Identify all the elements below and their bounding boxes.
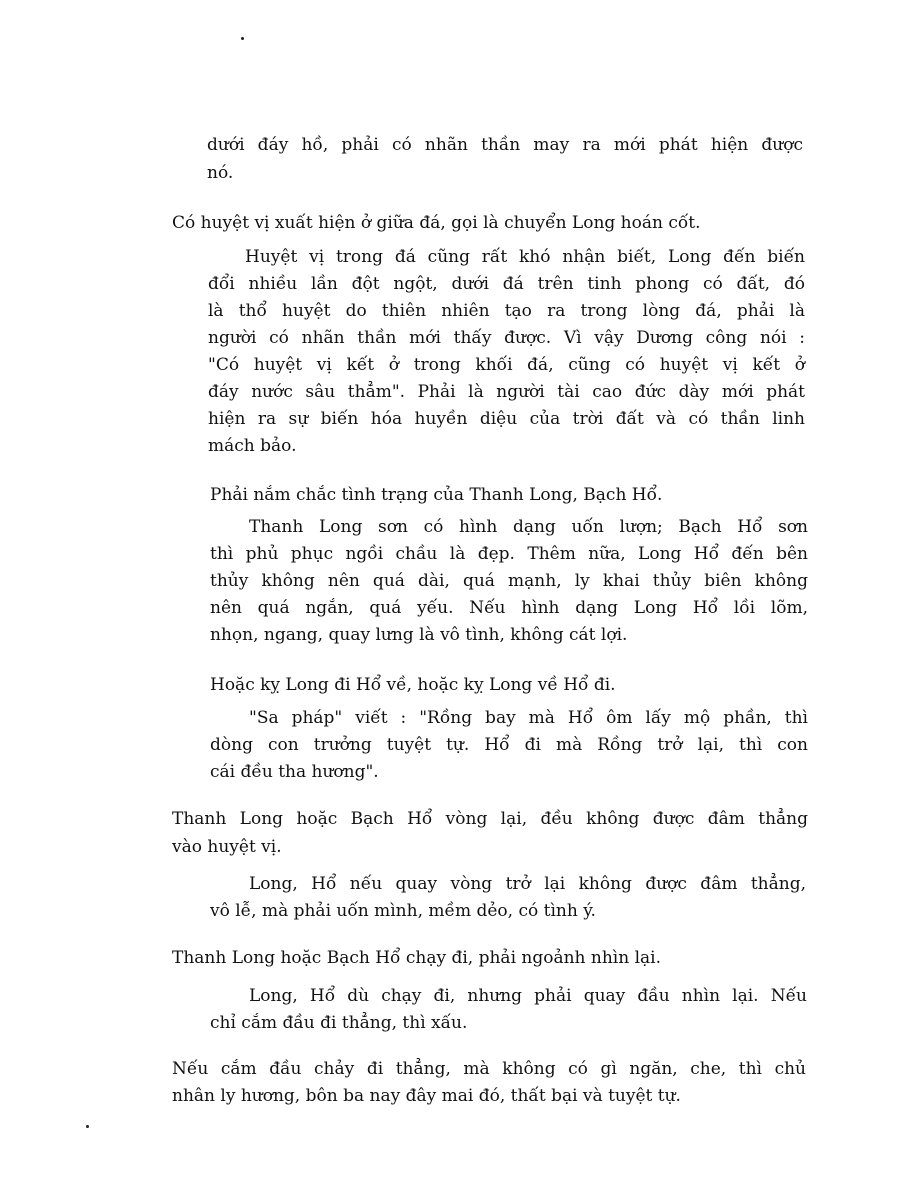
text-line: vào huyệt vị. <box>172 837 282 857</box>
scan-speck <box>241 37 244 40</box>
text-line: Phải nắm chắc tình trạng của Thanh Long, Bạch Hổ. <box>210 485 663 505</box>
text-line: đáy nước sâu thẳm". Phải là người tài cao đức dày mới phát <box>208 382 805 402</box>
text-line: nhân ly hương, bôn ba nay đây mai đó, thất bại và tuyệt tự. <box>172 1086 681 1106</box>
text-line: Thanh Long hoặc Bạch Hổ chạy đi, phải ngoảnh nhìn lại. <box>172 948 662 968</box>
text-line: vô lễ, mà phải uốn mình, mềm dẻo, có tình ý. <box>210 901 596 921</box>
text-line: người có nhãn thần mới thấy được. Vì vậy Dương công nói : <box>208 328 805 348</box>
text-line: Long, Hổ nếu quay vòng trở lại không được đâm thẳng, <box>249 874 806 894</box>
text-line: Có huyệt vị xuất hiện ở giữa đá, gọi là chuyển Long hoán cốt. <box>172 213 701 233</box>
text-line: cái đều tha hương". <box>210 762 379 782</box>
text-line: đổi nhiều lần đột ngột, dưới đá trên tinh phong có đất, đó <box>208 274 805 294</box>
text-line: Huyệt vị trong đá cũng rất khó nhận biết, Long đến biến <box>245 247 805 267</box>
text-line: chỉ cắm đầu đi thẳng, thì xấu. <box>210 1013 468 1033</box>
scan-speck <box>86 1125 89 1128</box>
text-line: Nếu cắm đầu chảy đi thẳng, mà không có gì ngăn, che, thì chủ <box>172 1059 806 1079</box>
text-line: dòng con trưởng tuyệt tự. Hổ đi mà Rồng trở lại, thì con <box>210 735 808 755</box>
text-line: mách bảo. <box>208 436 297 456</box>
text-line: nó. <box>207 163 234 183</box>
text-line: Long, Hổ dù chạy đi, nhưng phải quay đầu nhìn lại. Nếu <box>249 986 807 1006</box>
text-line: nhọn, ngang, quay lưng là vô tình, không cát lợi. <box>210 625 628 645</box>
text-line: thủy không nên quá dài, quá mạnh, ly khai thủy biên không <box>210 571 808 591</box>
text-line: "Sa pháp" viết : "Rồng bay mà Hổ ôm lấy mộ phần, thì <box>249 708 808 728</box>
text-line: Hoặc kỵ Long đi Hổ về, hoặc kỵ Long về Hổ đi. <box>210 675 616 695</box>
text-line: nên quá ngắn, quá yếu. Nếu hình dạng Long Hổ lồi lõm, <box>210 598 808 618</box>
text-line: hiện ra sự biến hóa huyền diệu của trời đất và có thần linh <box>208 409 805 429</box>
text-line: "Có huyệt vị kết ở trong khối đá, cũng có huyệt vị kết ở <box>208 355 805 375</box>
text-line: dưới đáy hồ, phải có nhãn thần may ra mới phát hiện được <box>207 135 803 155</box>
text-line: là thổ huyệt do thiên nhiên tạo ra trong lòng đá, phải là <box>208 301 805 321</box>
text-line: thì phủ phục ngồi chầu là đẹp. Thêm nữa, Long Hổ đến bên <box>210 544 808 564</box>
text-line: Thanh Long hoặc Bạch Hổ vòng lại, đều không được đâm thẳng <box>172 809 808 829</box>
text-line: Thanh Long sơn có hình dạng uốn lượn; Bạch Hổ sơn <box>249 517 808 537</box>
